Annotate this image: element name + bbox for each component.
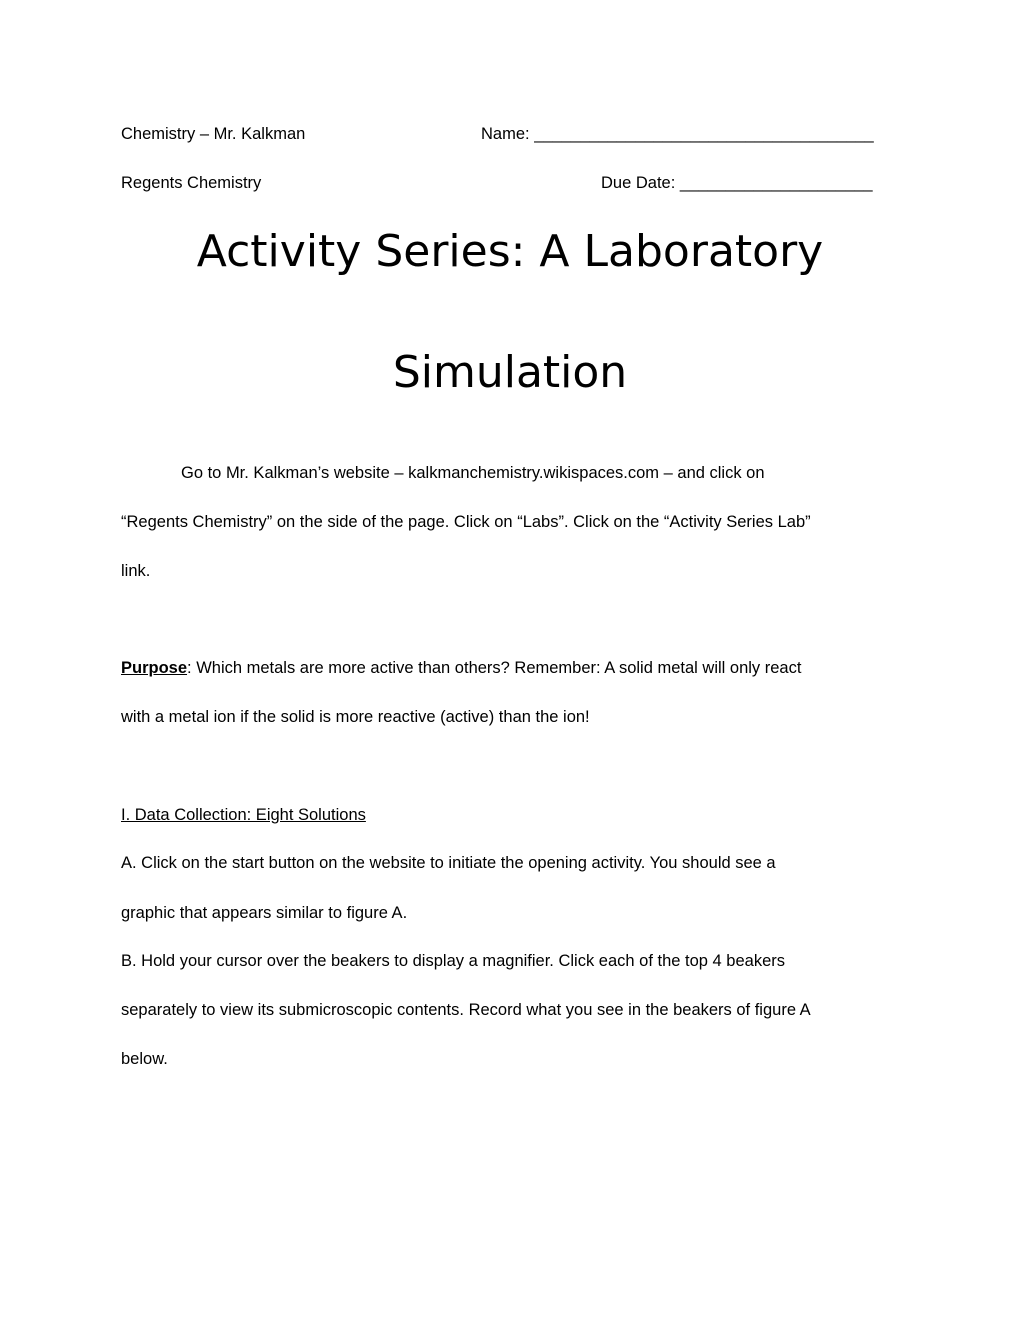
purpose-line-1 <box>121 658 801 678</box>
class-label: Regents Chemistry <box>121 174 262 192</box>
name-label: Name: <box>481 125 530 143</box>
page-title-line-2: Simulation <box>392 347 628 398</box>
step-b-line-3: below. <box>121 1050 168 1068</box>
purpose-label: Purpose <box>121 659 188 677</box>
step-a-line-1: A. Click on the start button on the website to initiate the opening activity. You should see a <box>121 854 776 872</box>
name-blank: _____________________________________ <box>534 125 874 143</box>
due-date-label: Due Date: <box>601 174 676 192</box>
step-b-line-2: separately to view its submicroscopic contents. Record what you see in the beakers of figure A <box>121 1001 811 1019</box>
section-heading: I. Data Collection: Eight Solutions <box>121 806 366 824</box>
page-title-line-1: Activity Series: A Laboratory <box>196 226 824 277</box>
due-date-blank: _____________________ <box>679 174 873 192</box>
purpose-text: : Which metals are more active than others? Remember: A solid metal will only react <box>187 659 802 677</box>
course-label: Chemistry – Mr. Kalkman <box>121 125 306 143</box>
instructions-line-1: Go to Mr. Kalkman’s website – kalkmanchemistry.wikispaces.com – and click on <box>181 464 765 482</box>
step-b-line-1: B. Hold your cursor over the beakers to display a magnifier. Click each of the top 4 beakers <box>121 952 786 970</box>
instructions-line-3: link. <box>121 562 151 580</box>
purpose-line-2: with a metal ion if the solid is more reactive (active) than the ion! <box>121 708 590 726</box>
name-field <box>481 124 874 144</box>
instructions-line-2: “Regents Chemistry” on the side of the page. Click on “Labs”. Click on the “Activity Series Lab” <box>121 513 811 531</box>
step-a-line-2: graphic that appears similar to figure A. <box>121 904 408 922</box>
due-date-field <box>601 173 873 193</box>
